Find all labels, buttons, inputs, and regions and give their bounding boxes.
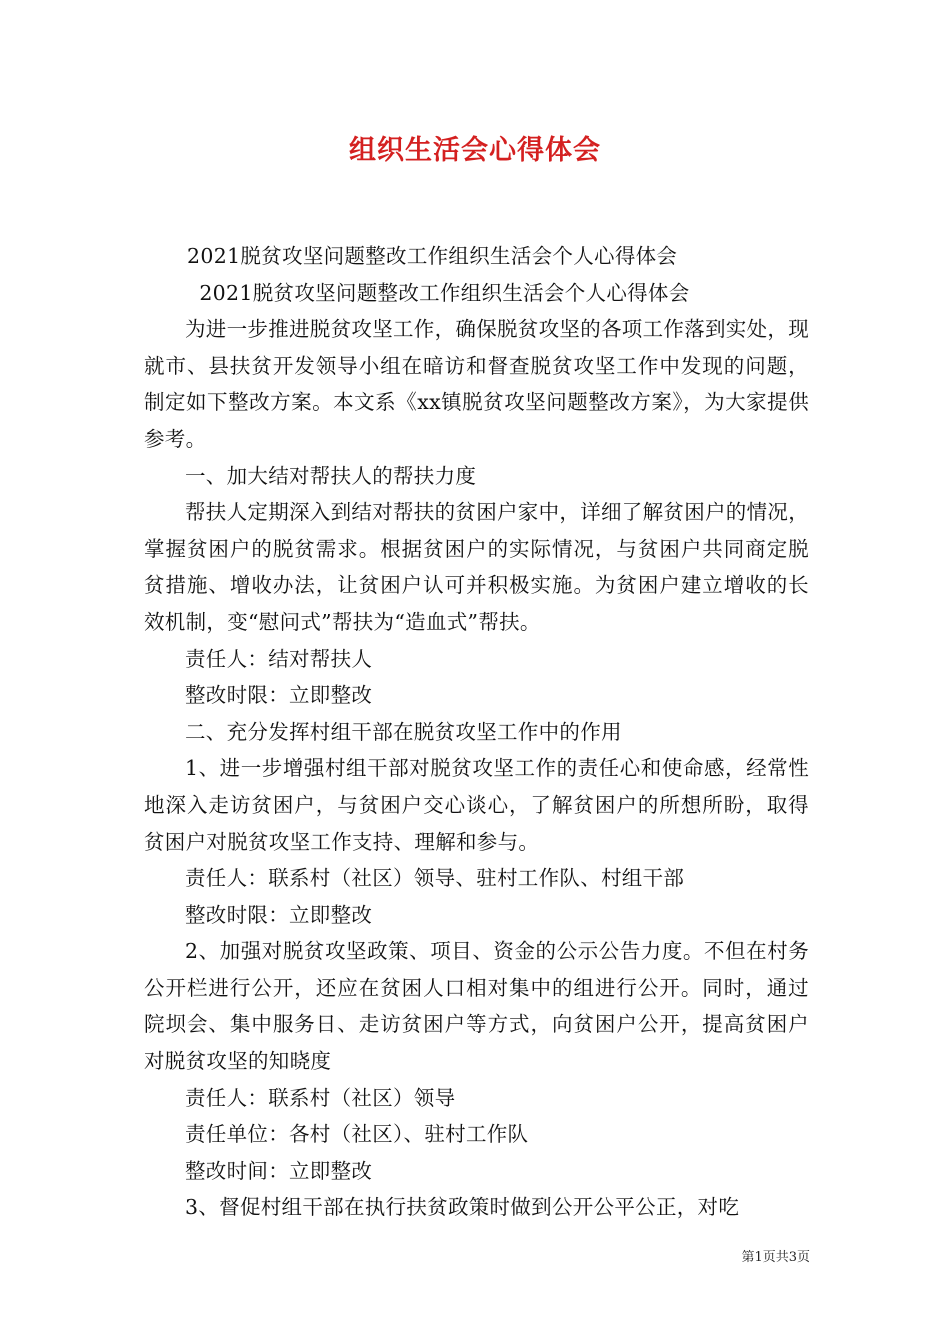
paragraph: 2021脱贫攻坚问题整改工作组织生活会个人心得体会 [187, 244, 678, 268]
paragraph: 整改时间：立即整改 [185, 1158, 373, 1183]
paragraph: 整改时限：立即整改 [185, 902, 373, 927]
paragraph: 为进一步推进脱贫攻坚工作，确保脱贫攻坚的各项工作落到实处，现就市、县扶贫开发领导小组在暗访和督查脱贫攻坚工作中发现的问题，制定如下整改方案。本文系《xx镇脱贫攻坚问题整改方案》，为大家提供参考。 [144, 317, 809, 451]
paragraph: 1、进一步增强村组干部对脱贫攻坚工作的责任心和使命感，经常性地深入走访贫困户，与贫困户交心谈心，了解贫困户的所想所盼，取得贫困户对脱贫攻坚工作支持、理解和参与。 [144, 756, 809, 854]
paragraph: 责任人：结对帮扶人 [185, 646, 373, 671]
document-body [144, 238, 809, 1226]
paragraph: 2、加强对脱贫攻坚政策、项目、资金的公示公告力度。不但在村务公开栏进行公开，还应在贫困人口相对集中的组进行公开。同时，通过院坝会、集中服务日、走访贫困户等方式，向贫困户公开，提高贫困户对脱贫攻坚的知晓度 [144, 939, 809, 1074]
section-heading: 一、加大结对帮扶人的帮扶力度 [185, 463, 477, 488]
paragraph: 3、督促村组干部在执行扶贫政策时做到公开公平公正，对吃 [185, 1195, 740, 1220]
section-heading: 二、充分发挥村组干部在脱贫攻坚工作中的作用 [185, 719, 622, 744]
paragraph: 责任人：联系村（社区）领导、驻村工作队、村组干部 [185, 866, 685, 891]
paragraph: 整改时限：立即整改 [185, 683, 373, 708]
page-number: 第1页共3页 [741, 1250, 810, 1265]
paragraph: 责任单位：各村（社区）、驻村工作队 [185, 1122, 529, 1147]
paragraph: 2021脱贫攻坚问题整改工作组织生活会个人心得体会 [199, 280, 690, 305]
document-title: 组织生活会心得体会 [349, 135, 601, 166]
paragraph: 帮扶人定期深入到结对帮扶的贫困户家中，详细了解贫困户的情况，掌握贫困户的脱贫需求。根据贫困户的实际情况，与贫困户共同商定脱贫措施、增收办法，让贫困户认可并积极实施。为贫困户建立增收的长效机制，变“慰问式”帮扶为“造血式”帮扶。 [144, 500, 809, 634]
paragraph: 责任人：联系村（社区）领导 [185, 1085, 456, 1110]
